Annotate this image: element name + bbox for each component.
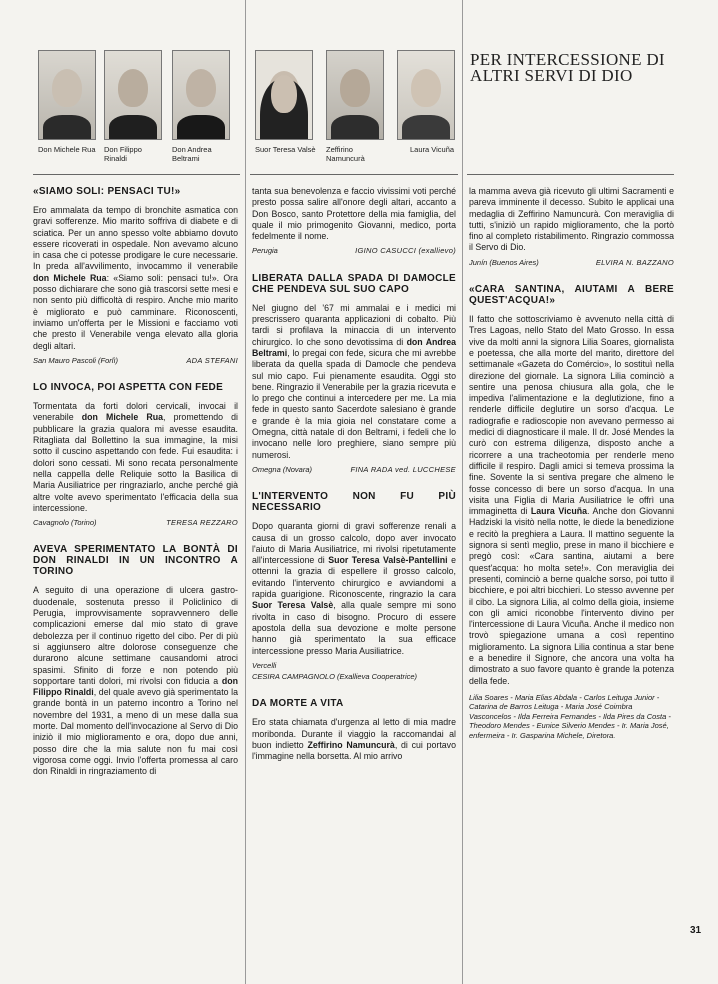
article-heading: LO INVOCA, POI ASPETTA CON FEDE <box>33 382 224 394</box>
portrait-caption: Zeffirino Namuncurà <box>326 145 365 163</box>
column-3 <box>469 186 674 740</box>
divider <box>250 174 458 175</box>
signatories: Lilia Soares - Maria Elias Abdala - Carlos Leituga Junior - Catarina de Barros Leituga - Maria José Coimbra Vasconcelos - Ilda Ferreira Fernandes - Ilda Pires da Costa - Theodoro Mendes - Eunice Silverio Mendes - Ir. Maria José, enfermeira - Ir. Gasparina Michele, Diretora. <box>469 692 671 740</box>
signature: San Mauro Pascoli (Forlì) ADA STEFANI <box>33 355 238 365</box>
signature: Omegna (Novara) FINA RADA ved. LUCCHESE <box>252 464 456 474</box>
signature: Junín (Buenos Aires) ELVIRA N. BAZZANO <box>469 257 674 267</box>
article-heading: L'INTERVENTO NON FU PIÙ NECESSARIO <box>252 491 456 514</box>
article-text: tanta sua benevolenza e faccio vivissimi voti perché presto possa salire all'onore degli altari, accanto a Don Bosco, santo Protettore della mia famiglia, del quale il mio primogenito Giovanni, medico, porta fedelmente il nome. <box>252 186 456 242</box>
divider <box>33 174 240 175</box>
article-text: la mamma aveva già ricevuto gli ultimi Sacramenti e pareva imminente il decesso. Subito le applicai una medaglia di Zeffirino Namuncurà. Con meraviglia di tutti, s'iniziò un rapido miglioramento, che la portò fino al completo ristabilimento. Ringrazio commossa il Servo di Dio. <box>469 186 674 253</box>
article-text: A seguito di una operazione di ulcera gastro-duodenale, sostenuta presso il Policlinico di Perugia, improvvisamente sopravvennero delle complicazioni emerse dal mio stato di grave debolezza per il continuo rigetto del cibo. Per di più si aggiunsero altre dolorose conseguenze che durarono alcune settimane causandomi atroci spasimi. Sfinito di forze e non potendo più sopportare tanti dolori, mi rivolsi con fiducia a don Filippo Rinaldi, del quale avevo già sperimentato la grande bontà in un paterno incontro a Torino nel novembre del 1931, a meno di un mese dalla sua morte. Dal momento dell'invocazione al Servo di Dio iniziò il mio miglioramento e ora, dopo due anni, posso dire che la mia salute non fu mai così vigorosa come oggi. Invio l'offerta promessa al caro don Rinaldi in ringraziamento di <box>33 585 238 777</box>
column-divider <box>245 0 246 984</box>
article-text: Nel giugno del '67 mi ammalai e i medici mi prescrissero quaranta applicazioni di cobalto. Più tardi si profilava la minaccia di un intervento chirurgico. Io che sono devotissima di don Andrea Beltrami, lo pregai con fede, sicura che mi avrebbe liberata da quella spada di Damocle che pendeva sul mio capo. Fui pienamente esaudita. Oggi sto bene. Ringrazio il Venerabile per la grazia ricevuta e lo prego che continui a intercedere per me. La mia fede in questo santo Sacerdote salesiano è grande e grande è la mia gioia nel constatare come a Omegna, città natale di don Beltrami, i fedeli che lo invocano nelle loro preghiere, siano sempre più numerosi. <box>252 302 457 460</box>
article-text: Ero ammalata da tempo di bronchite asmatica con gravi sofferenze. Mio marito soffriva di diabete e di sciatica. Per un anno spesso volte abbiamo dovuto essere ricoverati in ospedale. Non avevamo alcuno in casa che ci potesse prodigare le cure necessarie. In preda all'avvilimento, invocammo il venerabile don Michele Rua: «Siamo soli: pensaci tu!». Ora posso dichiarare che sono già trascorsi sette mesi e non sento più difficoltà di respiro. Anche mio marito è migliorato e può camminare. Riconoscenti, inviamo un'offerta per le Missioni e facciamo voti che presto il Venerabile venga elevato alla gloria degli altari. <box>33 205 238 351</box>
article-heading: «SIAMO SOLI: PENSACI TU!» <box>33 186 181 197</box>
section-title: PER INTERCESSIONE DI ALTRI SERVI DI DIO <box>470 50 665 85</box>
portrait-caption: Don Michele Rua <box>38 145 96 154</box>
portrait-namuncura <box>326 50 384 142</box>
portrait-rinaldi <box>104 50 162 142</box>
portrait-caption: Suor Teresa Valsè <box>255 145 316 154</box>
article-heading: «CARA SANTINA, AIUTAMI A BERE QUEST'ACQUA!» <box>469 284 674 307</box>
signature: Perugia IGINO CASUCCI (exallievo) <box>252 246 456 256</box>
article-text: Il fatto che sottoscriviamo è avvenuto nella città di Tres Lagoas, nello Stato del Mato Grosso. In essa vive da molti anni la signora Lilia Soares, giornalista e poetessa, che alla morte del marito, direttore del settimanale «Gazeta do Comércio», lo sostituì nella direzione del giornale. La signora Lilia cominciò a sentire una penosa chiusura alla gola, che le impediva l'alimentazione e la deglutizione, fino a renderle difficile deglutire un sorso d'acqua. Le radiografie e radioscopie non avevano permesso ai medici di diagnosticare il male. Il dr. José Mendes la curò con estrema diligenza, disposto anche a ricorrere a una tracheotomia per renderle meno difficile il respiro. Dagli amici si temeva prossima la fine. Sovente la si sentiva pregare che almeno le fosse concesso di bere un sorso d'acqua. In una visita una Figlia di Maria Ausiliatrice le offrì una immaginetta di Laura Vicuña. Anche don Giovanni Hadziski la visitò nella notte, le diede la benedizione e recitò la preghiera a Laura. Il mattino seguente la signora si sentì meglio, prese in mano il bicchiere e pregò così: «Cara santina, aiutami a bere quest'acqua: ho molta sete!». Con meraviglia dei presenti, cominciò a berne qualche sorso, poi tutto il bicchiere, e poi altri bicchieri. Lo stesso avvenne per il cibo. La signora Lilia, al colmo della gioia, insieme con gli amici riconobbe l'intervento divino per l'intercessione di Laura Vicuña. Anche il medico non trovò spiegazione umana a così repentino miglioramento. La signora Lilia continua a star bene e a benedire il Signore, che ancora una volta ha dimostrato a suo favore quanto è grande la potenza della fede. <box>469 314 674 686</box>
signature: Vercelli CESIRA CAMPAGNOLO (Exallieva Cooperatrice) <box>252 660 418 682</box>
article-heading: LIBERATA DALLA SPADA DI DAMOCLE CHE PENDEVA SUL SUO CAPO <box>252 272 456 295</box>
portrait-caption: Don Andrea Beltrami <box>172 145 212 163</box>
divider <box>467 174 674 175</box>
column-divider <box>462 0 463 984</box>
signature: Cavagnolo (Torino) TERESA REZZARO <box>33 518 238 528</box>
portrait-rua <box>38 50 96 142</box>
article-text: Dopo quaranta giorni di gravi sofferenze renali a causa di un grosso calcolo, dopo aver invocato l'aiuto di Maria Ausiliatrice, mi rivolsi ripetutamente all'intercessione di Suor Teresa Valsè-Pantellini e ottenni la grazia di espellere il grosso calcolo, evitando l'intervento chirurgico e avviandomi a rapida guarigione. Riconoscente, ringrazio la cara Suor Teresa Valsè, alla quale sempre mi sono rivolta in caso di bisogno. Procuro di essere apostola della sua devozione e molte persone hanno già sperimentato la sua efficace intercessione presso Maria Ausiliatrice. <box>252 521 456 656</box>
article-text: Ero stata chiamata d'urgenza al letto di mia madre moribonda. Durante il viaggio la raccomandai al buon indietto Zeffirino Namuncurà, di cui portavo l'immagine nella borsetta. Al mio arrivo <box>252 717 456 762</box>
page-number: 31 <box>690 925 702 936</box>
article-text: Tormentata da forti dolori cervicali, invocai il venerabile don Michele Rua, promettendo di pubblicare la grazia qualora mi avesse esaudita. Ritagliata dal Bollettino la sua immagine, la misi sotto il cuscino aspettando con fede. Fui esaudita: i dolori sono cessati. Mi sono recata personalmente nella cappella delle Reliquie sotto la Basilica di Maria Ausiliatrice per ringraziarlo, anche perché già altre volte avevo sperimentato l'efficacia della sua intercessione. <box>33 401 238 513</box>
portrait-beltrami <box>172 50 230 142</box>
portrait-vicuna <box>397 50 455 142</box>
column-1 <box>33 186 238 777</box>
portrait-caption: Don Filippo Rinaldi <box>104 145 142 163</box>
column-2 <box>252 186 456 763</box>
portrait-valse <box>255 50 313 142</box>
portrait-caption: Laura Vicuña <box>410 145 455 154</box>
article-heading: AVEVA SPERIMENTATO LA BONTÀ DI DON RINALDI IN UN INCONTRO A TORINO <box>33 544 238 578</box>
article-heading: DA MORTE A VITA <box>252 698 344 710</box>
